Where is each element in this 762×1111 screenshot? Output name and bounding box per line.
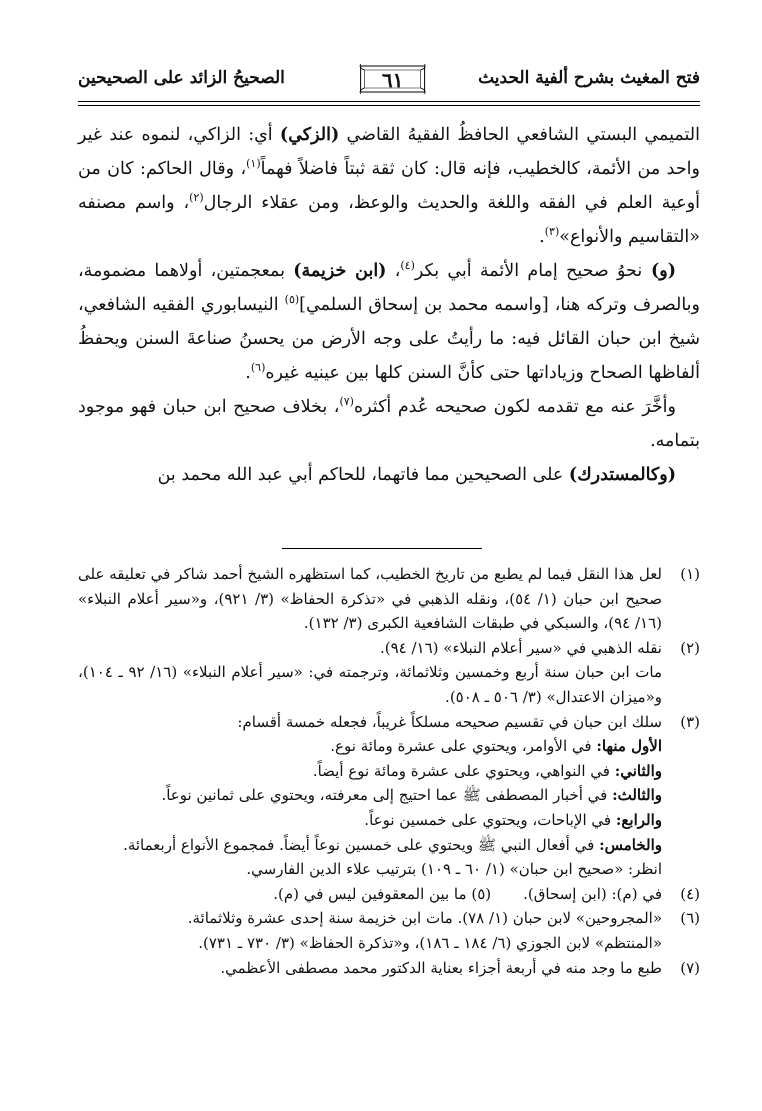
item-text: في الإباحات، ويحتوي على خمسين نوعاً. xyxy=(364,810,616,829)
footnote-separator xyxy=(282,548,482,549)
footnote-text: طبع ما وجد منه في أربعة أجزاء بعناية الدكتور محمد مصطفى الأعظمي. xyxy=(220,958,662,977)
text-run: التميمي البستي الشافعي الحافظُ الفقيهُ القاضي xyxy=(339,125,700,145)
bold-term: (وكالمستدرك) xyxy=(568,465,676,485)
item-text: في النواهي، ويحتوي على عشرة ومائة نوع أيضاً. xyxy=(312,761,615,780)
item-text: في أفعال النبي ﷺ ويحتوي على خمسين نوعاً أيضاً. فمجموع الأنواع أربعمائة. xyxy=(123,835,600,854)
footnote-text: في (م): (ابن إسحاق). xyxy=(523,884,662,903)
footnote-1 xyxy=(78,562,700,636)
page-header xyxy=(78,60,700,102)
paragraph-4 xyxy=(78,458,700,492)
footnote-text: مات ابن حبان سنة أربع وخمسين وثلاثمائة، وترجمته في: «سير أعلام النبلاء» (١٦/ ٩٢ ـ ١٠٤)، و«ميزان الاعتدال» (٣/ ٥٠٦ ـ ٥٠٨). xyxy=(78,663,662,706)
main-text xyxy=(78,118,700,492)
footnote-number: (٤) xyxy=(680,884,700,903)
footnote-6 xyxy=(78,906,700,955)
footnote-number: (٦) xyxy=(680,909,700,928)
footnote-ref[interactable]: (٧) xyxy=(339,395,354,409)
book-title: فتح المغيث بشرح ألفية الحديث xyxy=(478,68,700,88)
footnote-ref[interactable]: (٢) xyxy=(189,191,204,205)
text-run: نحوُ صحيح إمام الأئمة أبي بكر xyxy=(414,261,643,281)
footnote-number: (٣) xyxy=(680,712,700,731)
footnote-text: انظر: «صحيح ابن حبان» (١/ ٦٠ ـ ١٠٩) بترتيب علاء الدين الفارسي. xyxy=(246,860,662,879)
header-rule-secondary xyxy=(78,105,700,106)
item-label: والثاني: xyxy=(614,761,662,780)
item-label: الأول منها: xyxy=(596,737,662,756)
text-run: النيسابوري الفقيه الشافعي، شيخ ابن حبان القائل فيه: ما رأيتُ على وجه الأرض من يحسنُ صناعةَ السنن ويحفظُ ألفاظها الصحاح وزياداتها حتى كأنَّ السنن كلها بين عينيه غيره xyxy=(78,295,700,383)
text-run: ، بخلاف صحيح ابن حبان فهو موجود بتمامه. xyxy=(78,397,700,451)
bold-term: (ابن خزيمة) xyxy=(293,261,387,281)
text-run: بمعجمتين، أولاهما مضمومة، وبالصرف وتركه هنا، [واسمه محمد بن إسحاق السلمي] xyxy=(78,261,700,315)
item-text: في الأوامر، ويحتوي على عشرة ومائة نوع. xyxy=(330,737,597,756)
footnote-7 xyxy=(78,956,700,981)
bold-term: (و) xyxy=(642,261,676,281)
text-run: وأخَّرَ عنه مع تقدمه لكون صحيحه عُدم أكثره xyxy=(353,397,676,417)
footnote-number: (٢) xyxy=(680,638,700,657)
text-run: على الصحيحين مما فاتهما، للحاكم أبي عبد الله محمد بن xyxy=(157,465,569,485)
item-label: والثالث: xyxy=(612,786,662,805)
item-text: في أخبار المصطفى ﷺ عما احتيج إلى معرفته، ويحتوي على ثمانين نوعاً. xyxy=(161,786,613,805)
text-run: ، xyxy=(386,261,401,281)
footnote-text: لعل هذا النقل فيما لم يطبع من تاريخ الخطيب، كما استظهره الشيخ أحمد شاكر في تعليقه على صحيح ابن حبان (١/ ٥٤)، ونقله الذهبي في «تذكرة الحفاظ» (٣/ ٩٢١)، و«سير أعلام النبلاء» (١٦/ ٩٤)، والسبكي في طبقات الشافعية الكبرى (٣/ ١٣٢). xyxy=(78,565,662,633)
footnote-number: (١) xyxy=(680,565,700,583)
bold-term: (الزكي) xyxy=(279,125,340,145)
text-run: أي: الزاكي، لنموه عند غير واحد من الأئمة، كالخطيب، فإنه قال: كان ثقة ثبتاً فاضلاً فهماً xyxy=(78,125,700,179)
footnote-4-5 xyxy=(78,882,700,907)
text-run: . xyxy=(539,227,545,247)
page-number: ٦١ xyxy=(381,68,404,92)
footnote-3 xyxy=(78,710,700,882)
footnote-ref[interactable]: (٥) xyxy=(284,293,300,307)
footnote-ref[interactable]: (١) xyxy=(246,157,261,171)
item-label: والخامس: xyxy=(599,835,662,854)
chapter-title: الصحيحُ الزائد على الصحيحين xyxy=(78,68,285,88)
text-run: ، وقال الحاكم: كان من أوعية العلم في الفقه واللغة والحديث والوعظ، ومن عقلاء الرجال xyxy=(78,159,701,213)
paragraph-3 xyxy=(78,390,700,458)
paragraph-2 xyxy=(78,254,700,390)
footnote-text: «المجروحين» لابن حبان (١/ ٧٨). مات ابن خزيمة سنة إحدى عشرة وثلاثمائة. xyxy=(187,909,662,928)
footnote-text: سلك ابن حبان في تقسيم صحيحه مسلكاً غريباً، فجعله خمسة أقسام: xyxy=(237,712,662,731)
list-item xyxy=(78,783,662,808)
text-run: . xyxy=(245,363,251,383)
footnote-ref[interactable]: (٣) xyxy=(544,225,560,239)
item-label: والرابع: xyxy=(615,810,662,829)
footnote-ref[interactable]: (٤) xyxy=(400,259,415,273)
list-item xyxy=(78,808,662,833)
text-run: ، واسم مصنفه «التقاسيم والأنواع» xyxy=(78,193,700,247)
footnote-2 xyxy=(78,636,700,710)
header-rule xyxy=(78,101,700,102)
footnote-text: «المنتظم» لابن الجوزي (٦/ ١٨٤ ـ ١٨٦)، و«تذكرة الحفاظ» (٣/ ٧٣٠ ـ ٧٣١). xyxy=(198,933,662,952)
list-item xyxy=(78,759,662,784)
footnote-number: (٥) xyxy=(471,884,492,903)
list-item xyxy=(78,734,662,759)
footnotes xyxy=(78,562,700,980)
footnote-ref[interactable]: (٦) xyxy=(250,361,266,375)
paragraph-1 xyxy=(78,118,700,254)
footnote-text: ما بين المعقوفين ليس في (م). xyxy=(273,884,467,903)
page-number-ornament xyxy=(357,62,429,96)
list-item xyxy=(78,833,662,858)
footnote-number: (٧) xyxy=(680,958,700,977)
footnote-text: نقله الذهبي في «سير أعلام النبلاء» (١٦/ ٩٤). xyxy=(379,638,662,657)
